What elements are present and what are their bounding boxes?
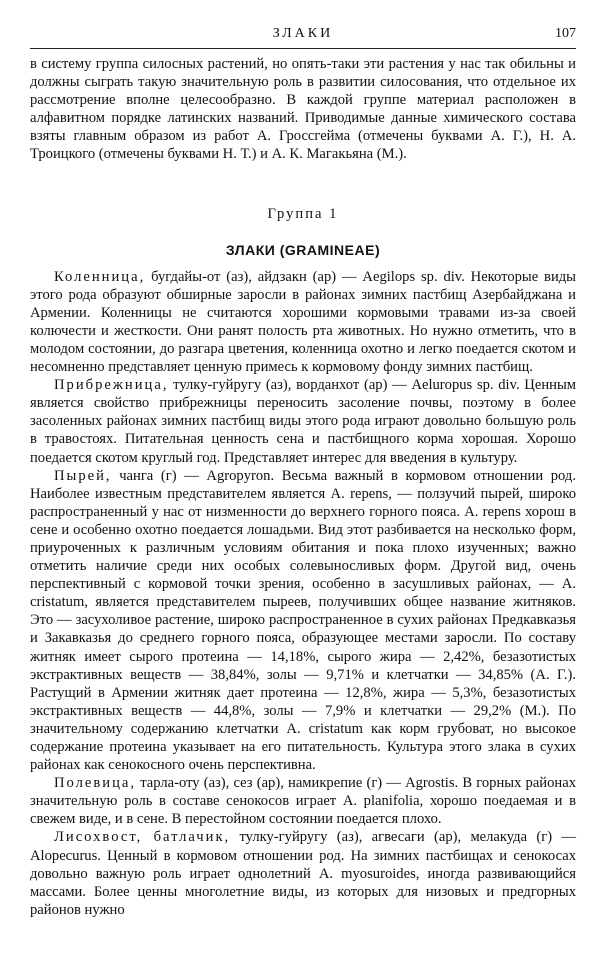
entry-text: тулку-гуйругу (аз), агвесаги (ар), мелакуда (г) — Alopecurus. Ценный в кормовом отношении род. На зимних пастбищах и сенокосах довольно важную роль играет однолетний A. myosuroides, иногда развивающийся массами. Более ценны многолетние виды, из которых для низовых и предгорных районов нужно (30, 829, 576, 918)
page-number: 107 (555, 26, 576, 41)
entry-name: Пырей, (54, 467, 112, 484)
entry-polevica (30, 774, 576, 828)
entry-text: чанга (г) — Agropyron. Весьма важный в кормовом отношении род. Наиболее известным представителем является A. repens, — ползучий пырей, широко распространенный у нас от низменности до верхнего горного пояса. A. repens хорош в сене и особенно охотно поедается лошадьми. Вид этот разбивается на несколько форм, приуроченных к различным условиям обитания и пока плохо изученных; важно отметить наличие среди них особых солевыносливых форм. Другой вид, очень перспективный с кормовой точки зрения, особенно в засушливых районах, — A. cristatum, является представителем пыреев, получивших общее название житняков. Это — засухоливое растение, широко распространенное в сухих районах Предкавказья и Закавказья до среднего горного пояса, образующее местами заросли. По составу житняк имеет сырого протеина — 14,18%, сырого жира — 2,42%, безазотистых экстрактивных веществ — 38,84%, золы — 9,71% и клетчатки — 34,85% (А. Г.). Растущий в Армении житняк дает протеина — 12,8%, жира — 5,3%, безазотистых экстрактивных веществ — 44,8%, золы — 7,9% и клетчатки — 29,2% (М.). По значительному содержанию клетчатки A. cristatum как корм грубоват, но высокое содержание протеина указывает на его питательность. Культура этого злака в сухих районах как сенокосного очень перспективна. (30, 467, 576, 774)
header-rule (30, 48, 576, 49)
entry-pyrey (30, 467, 576, 775)
running-title: ЗЛАКИ (272, 26, 334, 41)
page-header (30, 24, 576, 46)
entry-koleннica (30, 268, 576, 377)
section-heading: ЗЛАКИ (GRAMINEAE) (225, 241, 381, 258)
page (30, 24, 576, 919)
entry-name: Лисохвост, батлачик, (54, 829, 231, 846)
entry-pribrezhnica (30, 376, 576, 466)
group-heading: Группа 1 (267, 205, 339, 222)
entry-lisohvost (30, 828, 576, 918)
entry-name: Прибрежница, (54, 377, 169, 394)
entry-name: Коленница, (54, 268, 146, 285)
entry-text: тарла-оту (аз), сез (ар), намикрепие (г) — Agrostis. В горных районах значительную роль в составе сенокосов играет A. planifolia, хорошо поедаемая и в свежем виде, и в сене. В перестойном состоянии поедается плохо. (30, 775, 576, 828)
entry-text: бугдайы-от (аз), айдзакн (ар) — Aegilops sp. div. Некоторые виды этого рода образуют обширные заросли в районах зимних пастбищ Азербайджана и Армении. Коленницы не считаются хорошими кормовыми травами из-за своей колючести и жесткости. Они ранят полость рта животных. Но нужно отметить, что в молодом состоянии, до разгара цветения, коленница охотно и легко поедается скотом и несомненно представляет ценную примесь к кормовому фонду зимних пастбищ. (30, 268, 576, 376)
intro-paragraph: в систему группа силосных растений, но опять-таки эти растения у нас так обильны и должны сыграть такую значительную роль в развитии силосования, что отдельное их рассмотрение вполне целесообразно. В каждой группе материал расположен в алфавитном порядке латинских названий. Приводимые данные химического состава взяты главным образом из работ А. Гроссгейма (отмечены буквами А. Г.), Н. А. Троицкого (отмечены буквами Н. Т.) и А. К. Магакьяна (М.). (30, 56, 576, 163)
entry-name: Полевица, (54, 775, 137, 792)
entry-text: тулку-гуйругу (аз), ворданхот (ар) — Aelurорus sp. div. Ценным является свойство прибрежницы переносить засоление почвы, поэтому в более засоленных районах зимних пастбищ виды этого рода играют довольно большую роль в травостоях. Питательная ценность сена и пастбищного корма хорошая. Хорошо поедается скотом круглый год. Представляет интерес для введения в культуру. (30, 377, 576, 466)
